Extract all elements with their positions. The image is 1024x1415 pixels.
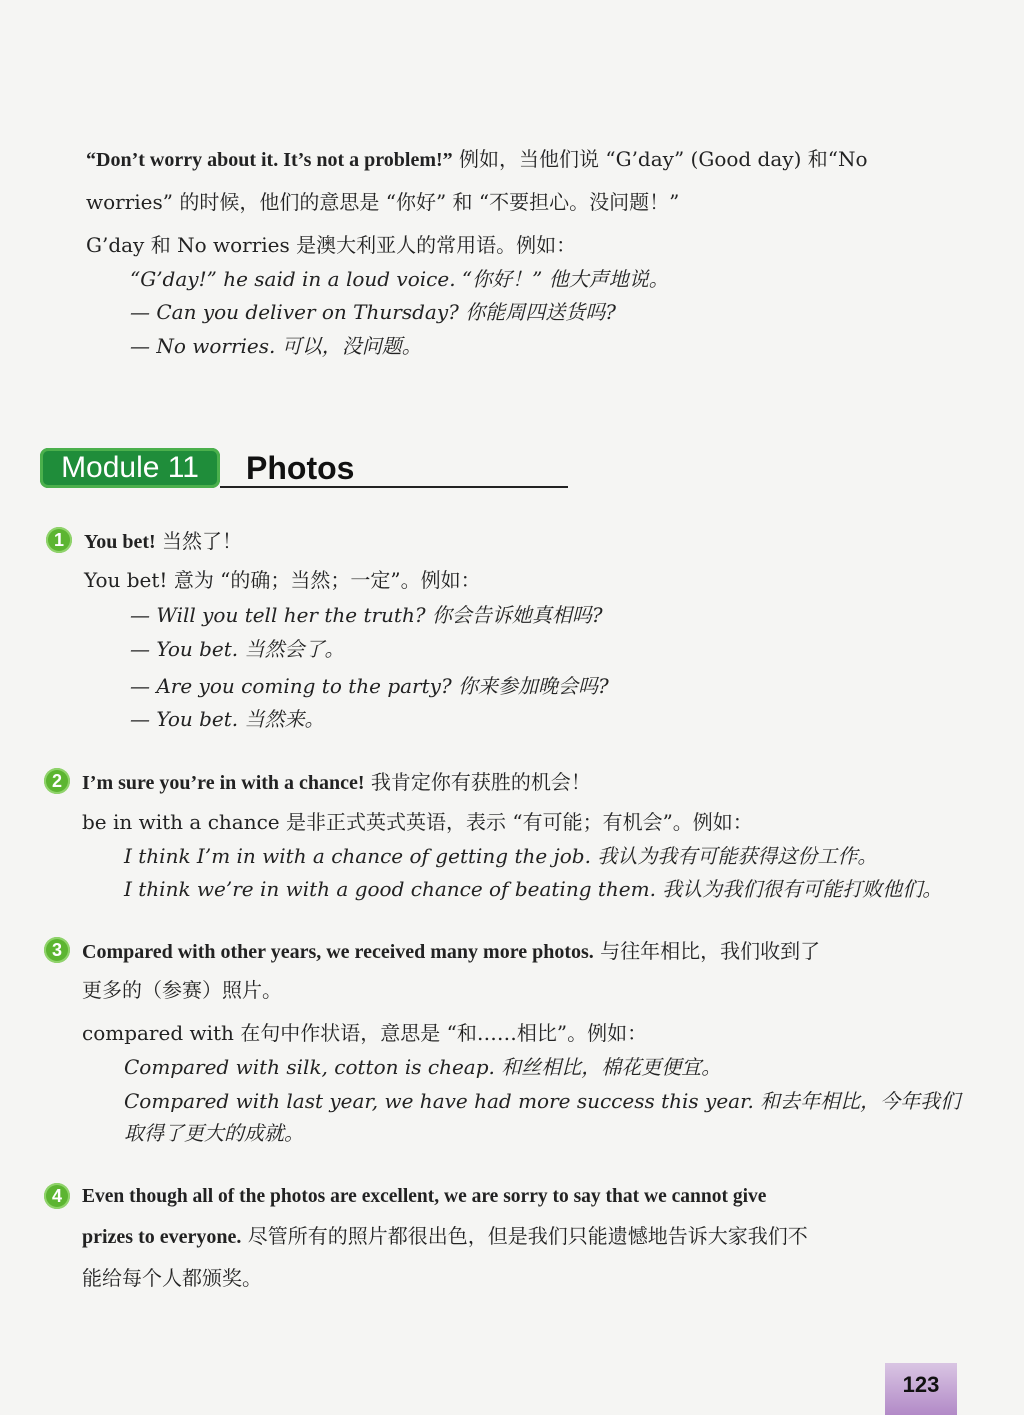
item-4-translation: 尽管所有的照片都很出色，但是我们只能遗憾地告诉大家我们不 — [241, 1224, 808, 1248]
item-1-translation: 当然了！ — [155, 529, 243, 553]
item-3-translation-cont: 更多的（参赛）照片。 — [82, 978, 282, 1002]
item-number-badge: 1 — [46, 527, 72, 553]
page-number: 123 — [885, 1363, 957, 1415]
item-3-example: Compared with silk, cotton is cheap. 和丝相比，棉花更便宜。 — [124, 1055, 722, 1079]
intro-line-1-rest: 例如，当他们说 “G’day” (Good day) 和“No — [452, 147, 868, 171]
module-title-underline — [220, 486, 568, 488]
item-3-heading — [82, 938, 820, 965]
item-2-translation: 我肯定你有获胜的机会！ — [364, 770, 591, 794]
intro-line-2: worries” 的时候，他们的意思是 “你好” 和 “不要担心。没问题！” — [86, 190, 680, 214]
intro-example-3: — No worries. 可以，没问题。 — [130, 334, 422, 358]
intro-example-1: “G’day!” he said in a loud voice. “你好！” 他大声地说。 — [130, 267, 669, 291]
item-1-heading — [84, 528, 242, 555]
item-1-example: — Are you coming to the party? 你来参加晚会吗? — [130, 674, 609, 698]
item-1-example: — You bet. 当然来。 — [130, 707, 325, 731]
item-2-explanation: be in with a chance 是非正式英式英语，表示 “有可能；有机会”。例如： — [82, 810, 753, 834]
item-4-translation-cont: 能给每个人都颁奖。 — [82, 1266, 262, 1290]
item-1-phrase: You bet! — [84, 531, 156, 553]
item-3-example: Compared with last year, we have had more success this year. 和去年相比，今年我们 — [124, 1089, 961, 1113]
item-2-phrase: I’m sure you’re in with a chance! — [82, 772, 365, 794]
item-number-badge: 4 — [44, 1183, 70, 1209]
item-4-heading-line-2 — [82, 1223, 808, 1250]
item-2-heading — [82, 769, 591, 796]
item-2-example: I think I’m in with a chance of getting the job. 我认为我有可能获得这份工作。 — [124, 844, 878, 868]
intro-line-1 — [86, 146, 868, 173]
module-title: Photos — [246, 450, 355, 486]
item-2-example: I think we’re in with a good chance of beating them. 我认为我们很有可能打败他们。 — [124, 877, 943, 901]
item-3-explanation: compared with 在句中作状语，意思是 “和……相比”。例如： — [82, 1021, 648, 1045]
item-3-translation: 与往年相比，我们收到了 — [593, 939, 821, 963]
item-3-example: 取得了更大的成就。 — [124, 1121, 304, 1145]
item-4-phrase: Even though all of the photos are excellent, we are sorry to say that we cannot give — [82, 1186, 767, 1207]
item-3-phrase: Compared with other years, we received many more photos. — [82, 941, 594, 963]
intro-example-2: — Can you deliver on Thursday? 你能周四送货吗? — [130, 300, 616, 324]
item-number-badge: 3 — [44, 937, 70, 963]
item-4-phrase-cont: prizes to everyone. — [82, 1226, 242, 1248]
intro-quote: “Don’t worry about it. It’s not a problem!” — [86, 149, 453, 171]
item-number-badge: 2 — [44, 768, 70, 794]
intro-line-3: G’day 和 No worries 是澳大利亚人的常用语。例如： — [86, 233, 577, 257]
item-1-example: — You bet. 当然会了。 — [130, 637, 345, 661]
module-tag: Module 11 — [40, 448, 220, 488]
item-1-example: — Will you tell her the truth? 你会告诉她真相吗? — [130, 603, 603, 627]
item-1-explanation: You bet! 意为 “的确；当然；一定”。例如： — [84, 568, 481, 592]
